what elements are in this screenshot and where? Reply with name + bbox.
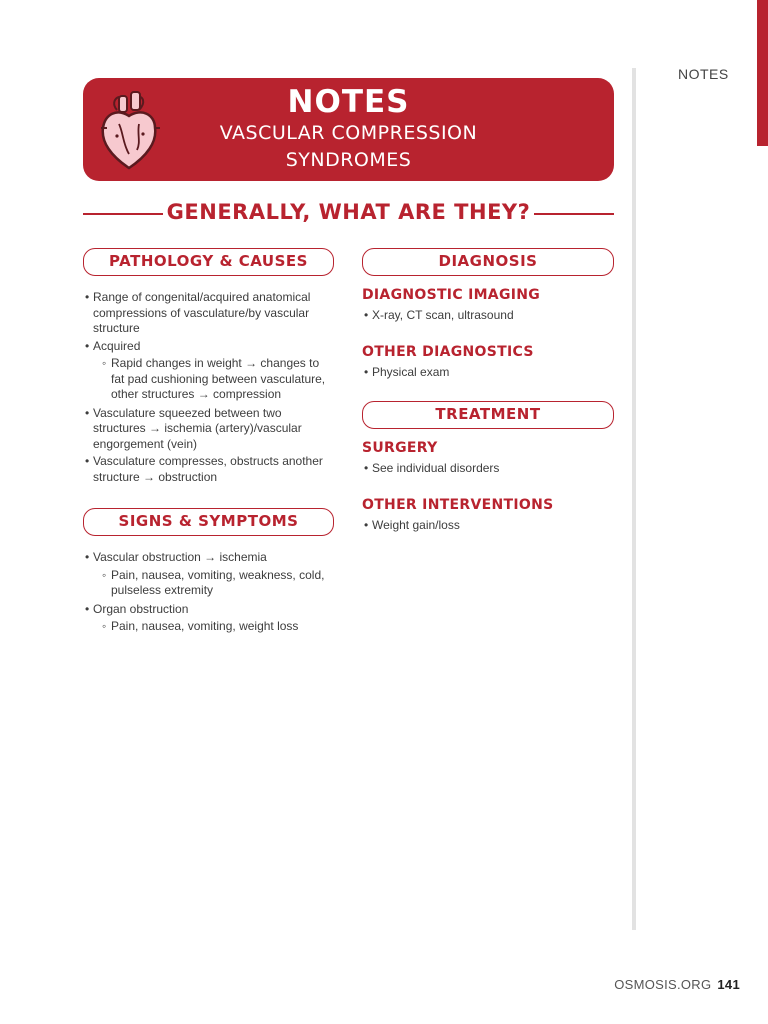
list-item: • X-ray, CT scan, ultrasound <box>364 308 614 324</box>
list-item: • Acquired <box>85 339 335 355</box>
pathology-heading: PATHOLOGY & CAUSES <box>83 248 334 276</box>
other-interventions-list <box>364 518 614 536</box>
diagnosis-heading: DIAGNOSIS <box>362 248 614 276</box>
diagnostic-imaging-heading: DIAGNOSTIC IMAGING <box>362 287 541 303</box>
list-item: • Vasculature squeezed between two structures → ischemia (artery)/vascular engorgement (vein) <box>85 406 335 453</box>
surgery-heading: SURGERY <box>362 440 438 456</box>
section-heading <box>83 200 614 228</box>
signs-heading: SIGNS & SYMPTOMS <box>83 508 334 536</box>
page-footer <box>614 977 740 992</box>
list-item: • Physical exam <box>364 365 614 381</box>
other-diagnostics-heading: OTHER DIAGNOSTICS <box>362 344 534 360</box>
list-item: ◦ Pain, nausea, vomiting, weight loss <box>85 619 335 635</box>
treatment-heading: TREATMENT <box>362 401 614 429</box>
list-item: • Vasculature compresses, obstructs another structure → obstruction <box>85 454 335 485</box>
page-edge-tab <box>757 0 768 146</box>
diagnostic-imaging-list <box>364 308 614 326</box>
surgery-list <box>364 461 614 479</box>
other-diagnostics-list <box>364 365 614 383</box>
pathology-list <box>85 290 335 487</box>
title-banner <box>83 78 614 181</box>
banner-subtitle-line1: VASCULAR COMPRESSION <box>219 122 478 144</box>
banner-title: NOTES <box>287 84 410 120</box>
heading-rule-right <box>534 213 614 215</box>
list-item: • See individual disorders <box>364 461 614 477</box>
list-item: ◦ Rapid changes in weight → changes to fat pad cushioning between vasculature, other structures → compression <box>85 356 335 403</box>
side-notes-label: NOTES <box>678 66 729 82</box>
signs-list <box>85 550 335 638</box>
section-heading-text: GENERALLY, WHAT ARE THEY? <box>166 200 531 224</box>
list-item: ◦ Pain, nausea, vomiting, weakness, cold, pulseless extremity <box>85 568 335 599</box>
list-item: • Vascular obstruction → ischemia <box>85 550 335 566</box>
footer-site: OSMOSIS.ORG <box>614 977 712 992</box>
list-item: • Range of congenital/acquired anatomical compressions of vasculature/by vascular structure <box>85 290 335 337</box>
other-interventions-heading: OTHER INTERVENTIONS <box>362 497 554 513</box>
list-item: • Organ obstruction <box>85 602 335 618</box>
list-item: • Weight gain/loss <box>364 518 614 534</box>
page-number: 141 <box>717 977 740 992</box>
banner-subtitle-line2: SYNDROMES <box>285 149 412 171</box>
margin-divider <box>632 68 636 930</box>
